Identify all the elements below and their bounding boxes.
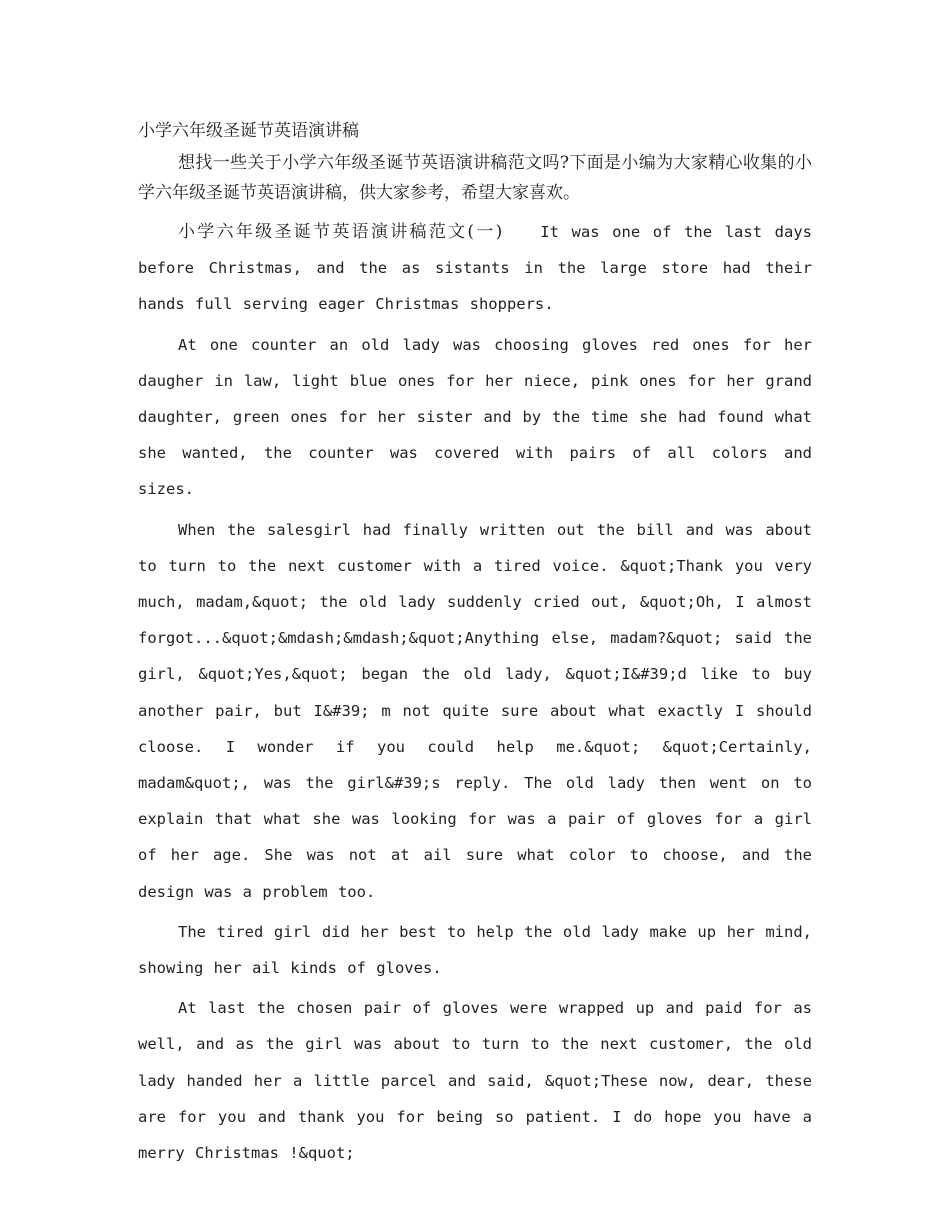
document-title: 小学六年级圣诞节英语演讲稿 <box>138 121 359 141</box>
intro-paragraph: 想找一些关于小学六年级圣诞节英语演讲稿范文吗?下面是小编为大家精心收集的小学六年级圣诞节英语演讲稿，供大家参考，希望大家喜欢。 <box>138 153 812 203</box>
body-paragraph-5: At last the chosen pair of gloves were wrapped up and paid for as well, and as the girl was about to turn to the next customer, the old lady handed her a little parcel and said, &quot;These now, dear, these are for you and thank you for being so patient. I do hope you have a merry Christmas !&quot; <box>138 999 812 1163</box>
paragraph-text: It was one of the last days before Christmas, and the as sistants in the large store had their hands full serving eager Christmas shoppers. <box>138 223 812 314</box>
body-paragraph-3: When the salesgirl had finally written out the bill and was about to turn to the next customer with a tired voice. &quot;Thank you very much, madam,&quot; the old lady suddenly cried out, &quot;Oh, I almost forgot...&quot;&mdash;&mdash;&quot;Anything else, madam?&quot; said the girl, &quot;Yes,&quot; began the old lady, &quot;I&#39;d like to buy another pair, but I&#39; m not quite sure about what exactly I should cloose. I wonder if you could help me.&quot; &quot;Certainly, madam&quot;, was the girl&#39;s reply. The old lady then went on to explain that what she was looking for was a pair of gloves for a girl of her age. She was not at ail sure what color to choose, and the design was a problem too. <box>138 520 812 901</box>
body-paragraph-1 <box>138 214 812 323</box>
body-paragraph-4: The tired girl did her best to help the old lady make up her mind, showing her ail kinds of gloves. <box>138 922 812 978</box>
document-body <box>138 118 812 1175</box>
body-paragraph-2: At one counter an old lady was choosing gloves red ones for her daugher in law, light blue ones for her niece, pink ones for her grand daughter, green ones for her sister and by the time she had found what she wanted, the counter was covered with pairs of all colors and sizes. <box>138 335 812 499</box>
section-heading: 小学六年级圣诞节英语演讲稿范文(一) <box>178 222 503 242</box>
